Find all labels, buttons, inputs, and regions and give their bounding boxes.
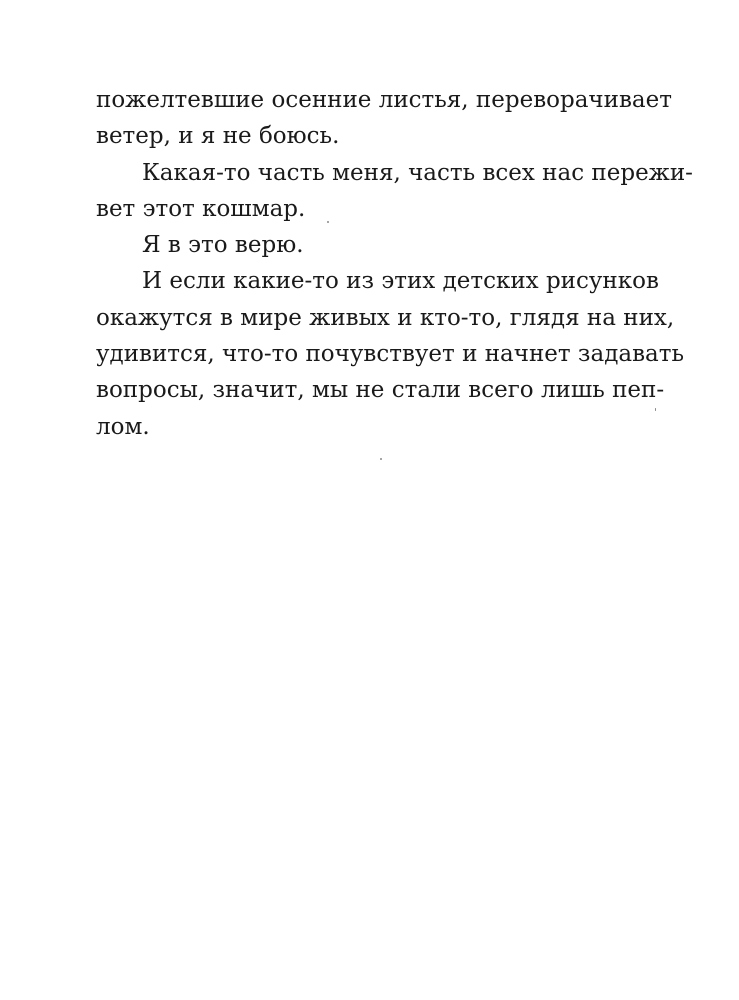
text-line: лом. <box>96 413 150 440</box>
text-line: пожелтевшие осенние листья, переворачивает <box>96 87 672 113</box>
text-line: Я в это верю. <box>142 232 304 259</box>
paper-speck <box>655 408 656 411</box>
paper-speck <box>327 221 329 223</box>
text-line: И если какие-то из этих детских рисунков <box>142 268 659 295</box>
text-line: окажутся в мире живых и кто-то, глядя на них, <box>96 304 675 331</box>
text-line: Какая-то часть меня, часть всех нас пережи- <box>142 159 693 186</box>
page-text <box>96 82 693 445</box>
paper-speck <box>380 458 382 460</box>
text-line: ветер, и я не боюсь. <box>96 123 340 150</box>
text-line: вет этот кошмар. <box>96 195 306 222</box>
text-line: вопросы, значит, мы не стали всего лишь пеп- <box>96 377 665 404</box>
text-line: удивится, что-то почувствует и начнет задавать <box>96 341 684 368</box>
